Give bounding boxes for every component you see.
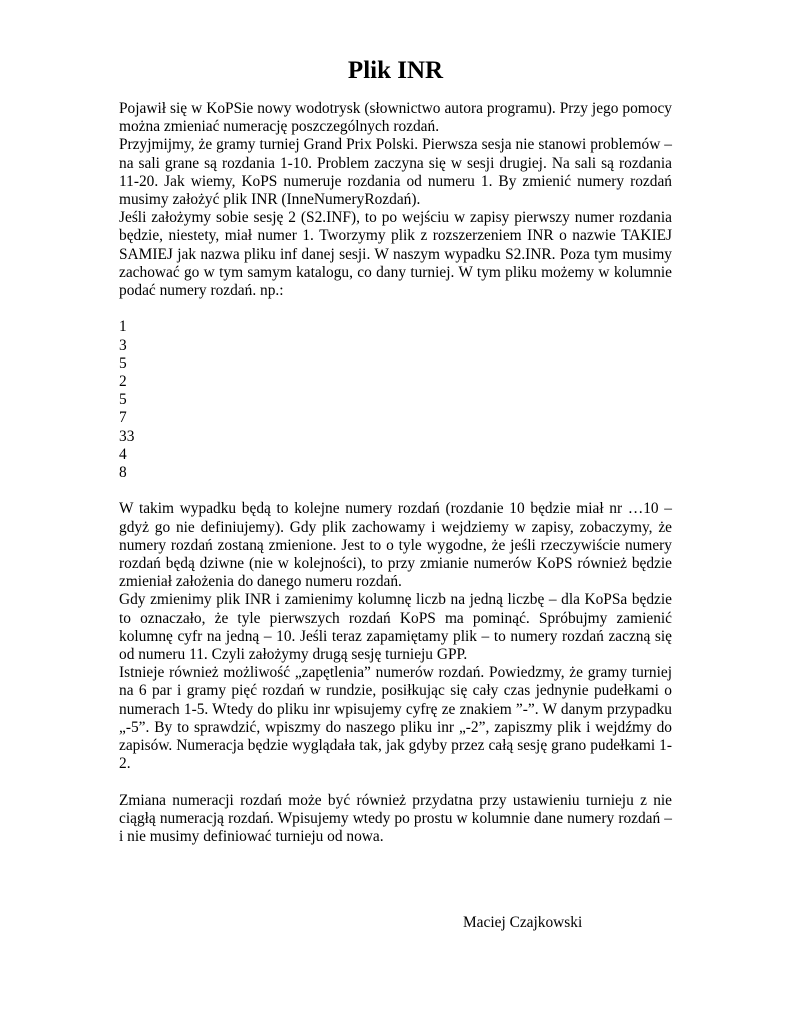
paragraph-summary: Zmiana numeracji rozdań może być również przydatna przy ustawieniu turnieju z nie ciągłą numeracją rozdań. Wpisujemy wtedy po prostu w kolumnie dane numery rozdań – i nie musimy definiować turnieju od nowa.: [119, 791, 672, 846]
list-item: 5: [119, 391, 127, 409]
list-item: 3: [119, 336, 127, 354]
list-item: 8: [119, 464, 127, 482]
spacer: [119, 300, 672, 318]
paragraph-session: Jeśli założymy sobie sesję 2 (S2.INF), to po wejściu w zapisy pierwszy numer rozdania będzie, niestety, miał numer 1. Tworzymy plik z rozszerzeniem INR o nazwie TAKIEJ SAMIEJ jak nazwa pliku inf danej sesji. W naszym wypadku S2.INR. Poza tym musimy zachować go w tym samym katalogu, co dany turniej. W tym pliku możemy w kolumnie podać numery rozdań. np.:: [119, 209, 672, 300]
list-item: 2: [119, 373, 127, 391]
list-item: 33: [119, 427, 135, 445]
document-body: [119, 100, 672, 846]
author-signature: Maciej Czajkowski: [463, 914, 583, 931]
spacer: [119, 773, 672, 791]
list-item: 5: [119, 354, 127, 372]
list-item: 1: [119, 318, 127, 336]
paragraph-example: Przyjmijmy, że gramy turniej Grand Prix Polski. Pierwsza sesja nie stanowi problemów – na sali grane są rozdania 1-10. Problem zaczyna się w sesji drugiej. Na sali są rozdania 11-20. Jak wiemy, KoPS numeruje rozdania od numeru 1. By zmienić numery rozdań musimy założyć plik INR (InneNumeryRozdań).: [119, 136, 672, 209]
spacer: [119, 482, 672, 500]
paragraph-skip: Gdy zmienimy plik INR i zamienimy kolumnę liczb na jedną liczbę – dla KoPSa będzie to oznaczało, że tyle pierwszych rozdań KoPS ma pominąć. Spróbujmy zamienić kolumnę cyfr na jedną – 10. Jeśli teraz zapamiętamy plik – to numery rozdań zaczną się od numeru 11. Czyli założymy drugą sesję turnieju GPP.: [119, 591, 672, 664]
page-title: Plik INR: [347, 57, 444, 84]
number-list: [119, 318, 672, 482]
paragraph-loop: Istnieje również możliwość „zapętlenia” numerów rozdań. Powiedzmy, że gramy turniej na 6 par i gramy pięć rozdań w rundzie, posiłkując się cały czas jednynie pudełkami o numerach 1-5. Wtedy do pliku inr wpisujemy cyfrę ze znakiem ”-”. W danym przypadku „-5”. By to sprawdzić, wpiszmy do naszego pliku inr „-2”, zapiszmy plik i wejdźmy do zapisów. Numeracja będzie wyglądała tak, jak gdyby przez całą sesję grano pudełkami 1-2.: [119, 664, 672, 773]
list-item: 7: [119, 409, 127, 427]
list-item: 4: [119, 445, 127, 463]
paragraph-intro: Pojawił się w KoPSie nowy wodotrysk (słownictwo autora programu). Przy jego pomocy można zmieniać numerację poszczególnych rozdań.: [119, 100, 672, 136]
paragraph-result: W takim wypadku będą to kolejne numery rozdań (rozdanie 10 będzie miał nr …10 – gdyż go nie definiujemy). Gdy plik zachowamy i wejdziemy w zapisy, zobaczymy, że numery rozdań zostaną zmienione. Jest to o tyle wygodne, że jeśli rzeczywiście numery rozdań będą dziwne (nie w kolejności), to przy zmianie numerów KoPS również będzie zmieniał założenia do danego numeru rozdań.: [119, 500, 672, 591]
